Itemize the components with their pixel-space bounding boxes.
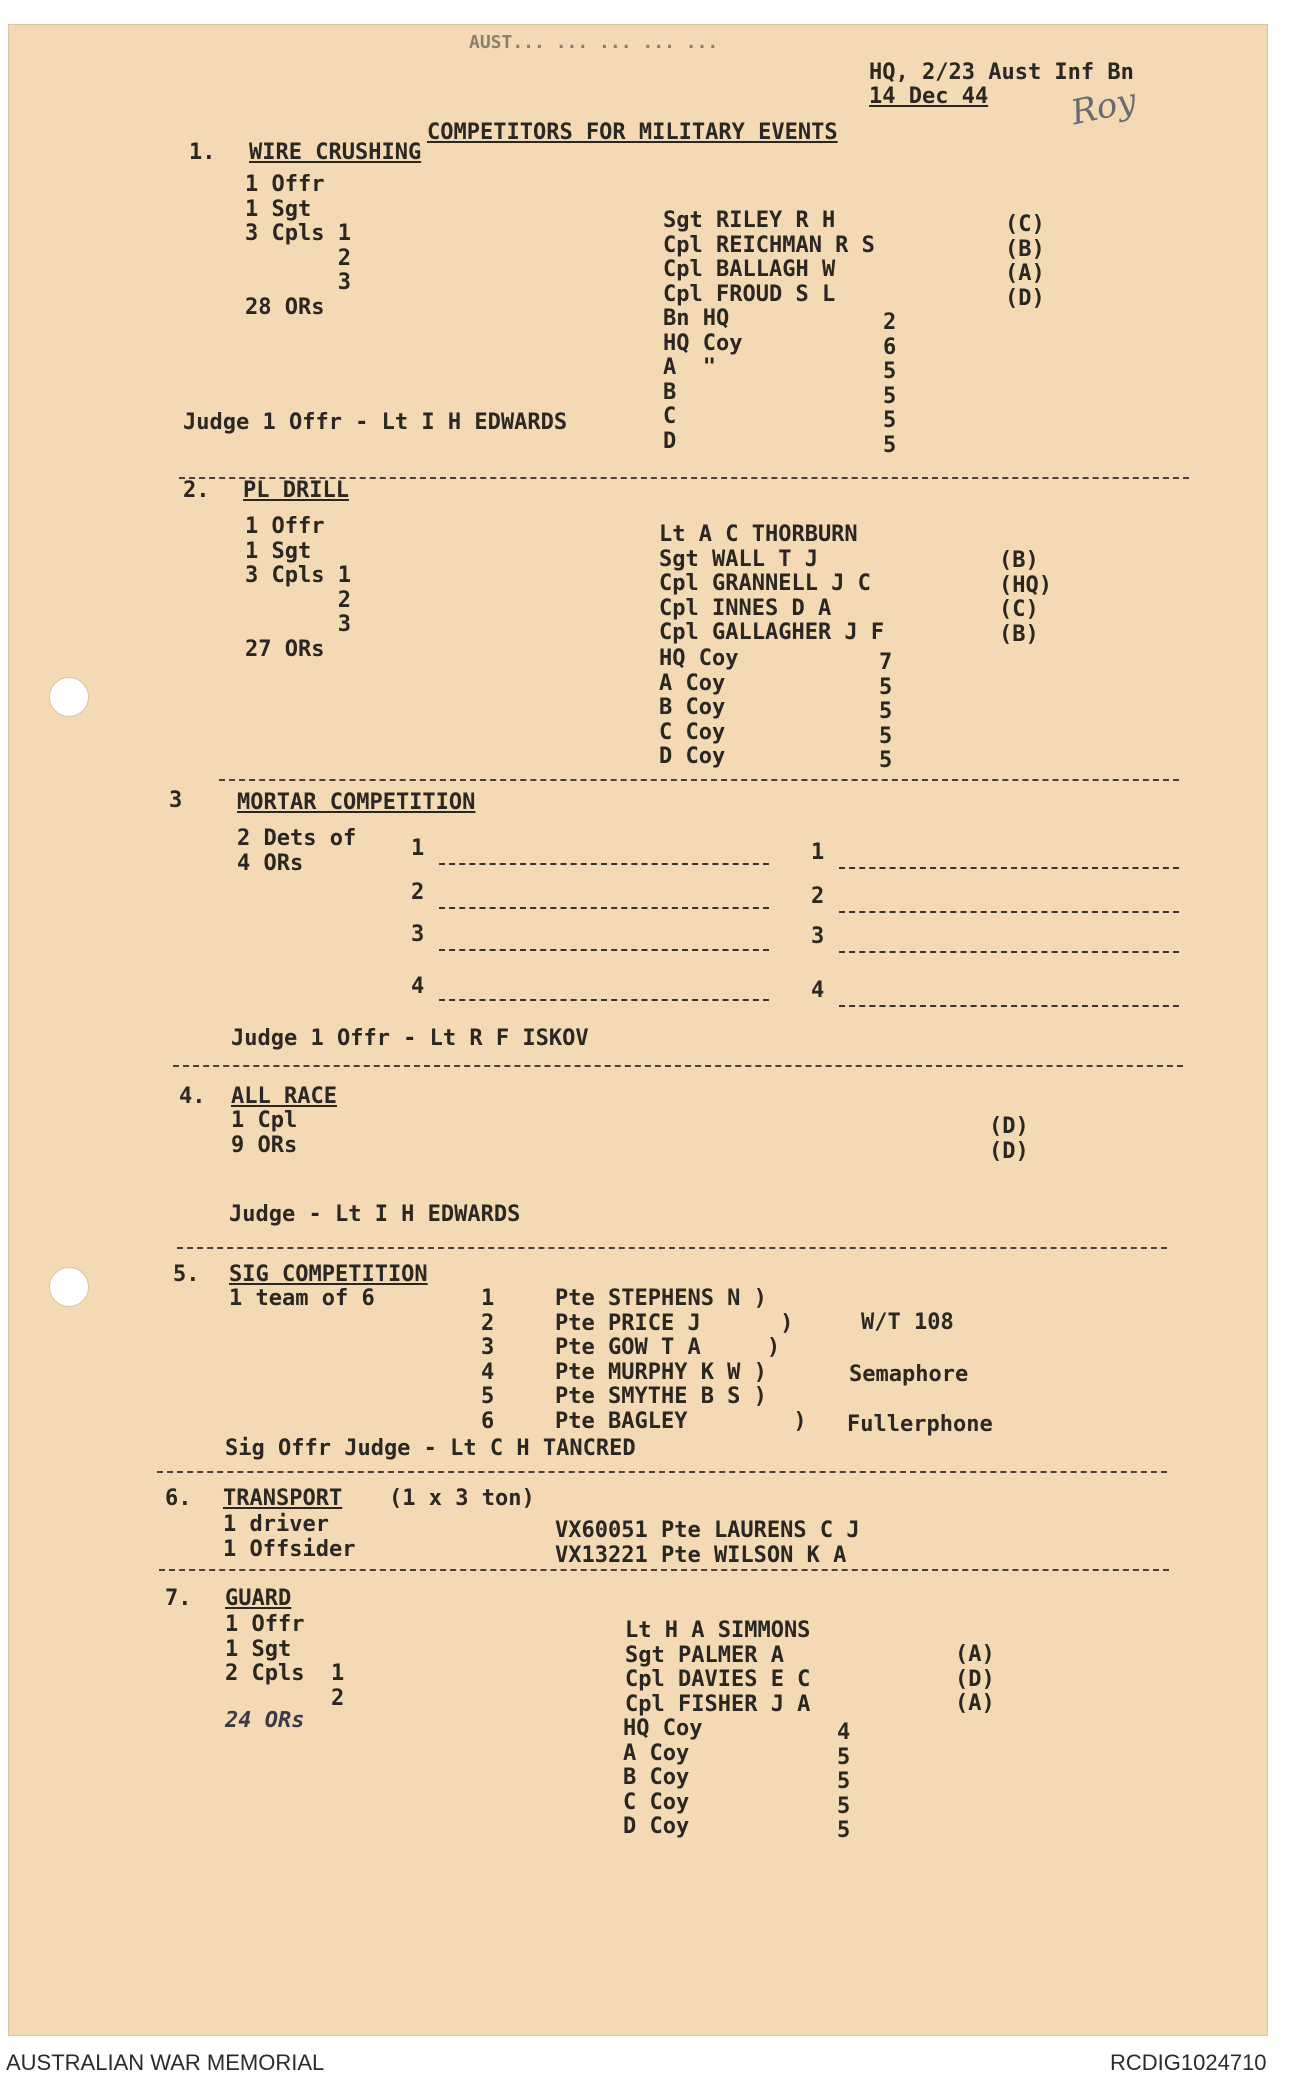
list-item: 2 Dets of — [237, 826, 357, 851]
section-1-names — [663, 209, 875, 307]
handwritten-initials: Roy — [1067, 80, 1140, 134]
list-item: 1 — [481, 1286, 495, 1311]
archive-caption-right: RCDIG1024710 — [1110, 2050, 1267, 2075]
list-item: 5 — [837, 1818, 851, 1843]
section-5-judge: Sig Offr Judge - Lt C H TANCRED — [225, 1436, 636, 1461]
list-item: 1 Offr — [225, 1612, 305, 1637]
section-5-number: 5. — [173, 1262, 200, 1287]
list-item: 3 — [245, 612, 351, 637]
list-item: 3 Cpls 1 — [245, 221, 351, 246]
list-item: Pte GOW T A ) — [555, 1335, 781, 1360]
list-item: HQ Coy — [659, 646, 739, 671]
date-header: 14 Dec 44 — [869, 84, 989, 109]
blank-line — [839, 951, 1179, 953]
section-2-number: 2. — [183, 478, 210, 503]
blank-line — [439, 949, 769, 951]
list-item: (D) — [955, 1666, 995, 1692]
list-item: Cpl FISHER J A — [625, 1691, 811, 1717]
list-item: 1 Offsider — [223, 1536, 356, 1562]
list-item: 1 Offr — [245, 514, 325, 539]
section-2-names — [659, 523, 884, 646]
page-title: COMPETITORS FOR MILITARY EVENTS — [427, 120, 838, 145]
list-item: 4 — [481, 1359, 495, 1385]
section-7-codes — [955, 1643, 995, 1717]
section-5-names — [555, 1287, 807, 1434]
list-item: 5 — [879, 699, 893, 724]
list-item: (HQ) — [999, 572, 1052, 598]
section-2-heading: PL DRILL — [243, 478, 349, 503]
list-item: 2 — [245, 587, 351, 613]
list-item: 3 — [481, 1335, 495, 1360]
unit-header: HQ, 2/23 Aust Inf Bn — [869, 60, 1134, 85]
archive-caption-left: AUSTRALIAN WAR MEMORIAL — [6, 2050, 325, 2075]
list-item: 2 — [225, 1685, 345, 1711]
list-item: (A) — [955, 1691, 995, 1716]
list-item: 5 — [879, 723, 893, 749]
list-item: Sgt WALL T J — [659, 546, 818, 572]
list-item: A " — [663, 355, 716, 380]
list-item: 5 — [879, 748, 893, 773]
list-item: 1 Cpl — [231, 1108, 298, 1133]
section-7-counts — [837, 1721, 850, 1844]
list-item: 5 — [883, 383, 897, 409]
list-item: 5 — [879, 674, 893, 700]
section-7-number: 7. — [165, 1586, 192, 1611]
section-3-left — [237, 827, 356, 876]
list-item: VX60051 Pte LAURENS C J — [555, 1518, 860, 1543]
list-item: 5 — [837, 1744, 851, 1770]
section-2-codes — [999, 549, 1052, 647]
method-wt: W/T 108 — [861, 1310, 954, 1335]
list-item: 2 — [481, 1310, 495, 1336]
blank-line — [839, 911, 1179, 913]
section-1-codes — [1005, 213, 1045, 311]
punch-hole — [49, 1267, 89, 1307]
section-4-number: 4. — [179, 1084, 206, 1109]
section-4-left — [231, 1109, 297, 1158]
list-item: 4 ORs — [237, 850, 304, 876]
list-item: 4 — [837, 1720, 851, 1745]
list-item: D — [663, 428, 677, 454]
list-item: (B) — [999, 621, 1039, 647]
list-item: (A) — [955, 1642, 995, 1667]
list-item: (C) — [999, 597, 1039, 622]
list-item: Sgt PALMER A — [625, 1642, 784, 1668]
list-item: C Coy — [659, 719, 726, 745]
section-6-heading: TRANSPORT — [223, 1486, 343, 1511]
section-7-heading: GUARD — [225, 1586, 292, 1611]
list-item: B — [663, 379, 677, 405]
slot-number: 3 — [811, 924, 825, 949]
section-3-judge: Judge 1 Offr - Lt R F ISKOV — [231, 1026, 589, 1051]
slot-number: 2 — [411, 880, 425, 905]
list-item: (C) — [1005, 212, 1045, 237]
slot-number: 4 — [411, 974, 425, 999]
list-item: (B) — [999, 548, 1039, 573]
section-6-note: (1 x 3 ton) — [389, 1486, 535, 1511]
divider — [173, 1065, 1183, 1067]
list-item: (D) — [989, 1138, 1029, 1164]
list-item: A Coy — [659, 670, 726, 696]
section-7-names — [625, 1619, 810, 1717]
list-item: D Coy — [659, 744, 726, 769]
list-item: Lt H A SIMMONS — [625, 1618, 811, 1643]
section-2-left — [245, 515, 351, 662]
list-item: 5 — [837, 1793, 851, 1819]
list-item: 27 ORs — [245, 636, 325, 662]
blank-line — [439, 907, 769, 909]
list-item: Cpl FROUD S L — [663, 281, 836, 307]
section-1-judge: Judge 1 Offr - Lt I H EDWARDS — [183, 410, 568, 435]
list-item: Pte MURPHY K W ) — [555, 1359, 767, 1385]
list-item: B Coy — [623, 1765, 690, 1790]
slot-number: 2 — [811, 884, 825, 909]
section-3-number: 3 — [169, 788, 183, 813]
list-item: Cpl DAVIES E C — [625, 1667, 811, 1692]
list-item: 3 Cpls 1 — [245, 563, 351, 588]
section-4-codes — [989, 1115, 1029, 1164]
blank-line — [439, 999, 769, 1001]
list-item: 5 — [883, 432, 897, 458]
list-item: 5 — [883, 408, 897, 433]
slot-number: 4 — [811, 978, 825, 1003]
list-item: 5 — [883, 359, 897, 384]
list-item: 6 — [481, 1408, 495, 1434]
list-item: 9 ORs — [231, 1132, 298, 1158]
section-5-index — [481, 1287, 494, 1434]
section-1-counts — [883, 311, 896, 458]
list-item: 2 — [245, 245, 351, 271]
section-7-left — [225, 1613, 344, 1711]
list-item: A Coy — [623, 1740, 690, 1766]
section-1-coys — [663, 307, 742, 454]
section-7-or-count: 24 ORs — [225, 1708, 305, 1733]
section-6-number: 6. — [165, 1486, 192, 1511]
list-item: Cpl GRANNELL J C — [659, 571, 871, 596]
section-4-judge: Judge - Lt I H EDWARDS — [229, 1202, 521, 1227]
list-item: B Coy — [659, 695, 726, 720]
section-2-coys — [659, 647, 738, 770]
list-item: Sgt RILEY R H — [663, 208, 836, 233]
section-5-team: 1 team of 6 — [229, 1286, 375, 1311]
section-1-number: 1. — [189, 140, 216, 165]
slot-number: 1 — [811, 840, 825, 865]
punch-hole — [49, 677, 89, 717]
document-page — [8, 24, 1268, 2036]
list-item: 5 — [837, 1769, 851, 1794]
list-item: Pte PRICE J ) — [555, 1310, 794, 1336]
section-6-left — [223, 1513, 355, 1562]
divider — [177, 1247, 1167, 1249]
method-fullerphone: Fullerphone — [847, 1412, 993, 1437]
list-item: Cpl BALLAGH W — [663, 257, 836, 282]
faded-header: AUST... ... ... ... ... — [469, 32, 719, 53]
list-item: 2 — [883, 310, 897, 335]
list-item: HQ Coy — [623, 1716, 703, 1741]
list-item: D Coy — [623, 1814, 690, 1839]
list-item: Pte SMYTHE B S ) — [555, 1384, 767, 1409]
list-item: 1 Sgt — [245, 196, 312, 222]
list-item: 2 Cpls 1 — [225, 1661, 345, 1686]
list-item: Cpl INNES D A — [659, 595, 832, 621]
blank-line — [839, 867, 1179, 869]
divider — [159, 1569, 1169, 1571]
list-item: Pte STEPHENS N ) — [555, 1286, 767, 1311]
list-item: HQ Coy — [663, 330, 743, 356]
list-item: 6 — [883, 334, 897, 360]
divider — [157, 1471, 1167, 1473]
section-1-heading: WIRE CRUSHING — [249, 140, 422, 165]
list-item: Cpl GALLAGHER J F — [659, 620, 885, 645]
section-7-coys — [623, 1717, 702, 1840]
list-item: Cpl REICHMAN R S — [663, 232, 875, 258]
list-item: (B) — [1005, 236, 1045, 262]
section-1-left — [245, 173, 351, 320]
list-item: Pte BAGLEY ) — [555, 1408, 807, 1434]
divider — [219, 779, 1179, 781]
slot-number: 1 — [411, 836, 425, 861]
list-item: 1 Offr — [245, 172, 325, 197]
section-6-right — [555, 1519, 860, 1568]
list-item: 1 Sgt — [245, 538, 312, 564]
list-item: 1 Sgt — [225, 1636, 292, 1662]
section-3-heading: MORTAR COMPETITION — [237, 790, 476, 815]
list-item: Bn HQ — [663, 306, 730, 331]
list-item: 3 — [245, 270, 351, 295]
section-2-counts — [879, 651, 892, 774]
list-item: C Coy — [623, 1789, 690, 1815]
list-item: 5 — [481, 1384, 495, 1409]
list-item: 28 ORs — [245, 294, 325, 320]
method-semaphore: Semaphore — [849, 1362, 969, 1387]
list-item: (D) — [989, 1114, 1029, 1139]
section-4-heading: ALL RACE — [231, 1084, 337, 1109]
list-item: Lt A C THORBURN — [659, 522, 858, 547]
list-item: (D) — [1005, 285, 1045, 311]
list-item: C — [663, 404, 677, 429]
list-item: (A) — [1005, 261, 1045, 286]
list-item: 7 — [879, 650, 893, 675]
blank-line — [439, 863, 769, 865]
section-5-heading: SIG COMPETITION — [229, 1262, 428, 1287]
list-item: 1 driver — [223, 1512, 329, 1537]
blank-line — [839, 1005, 1179, 1007]
slot-number: 3 — [411, 922, 425, 947]
list-item: VX13221 Pte WILSON K A — [555, 1542, 847, 1568]
